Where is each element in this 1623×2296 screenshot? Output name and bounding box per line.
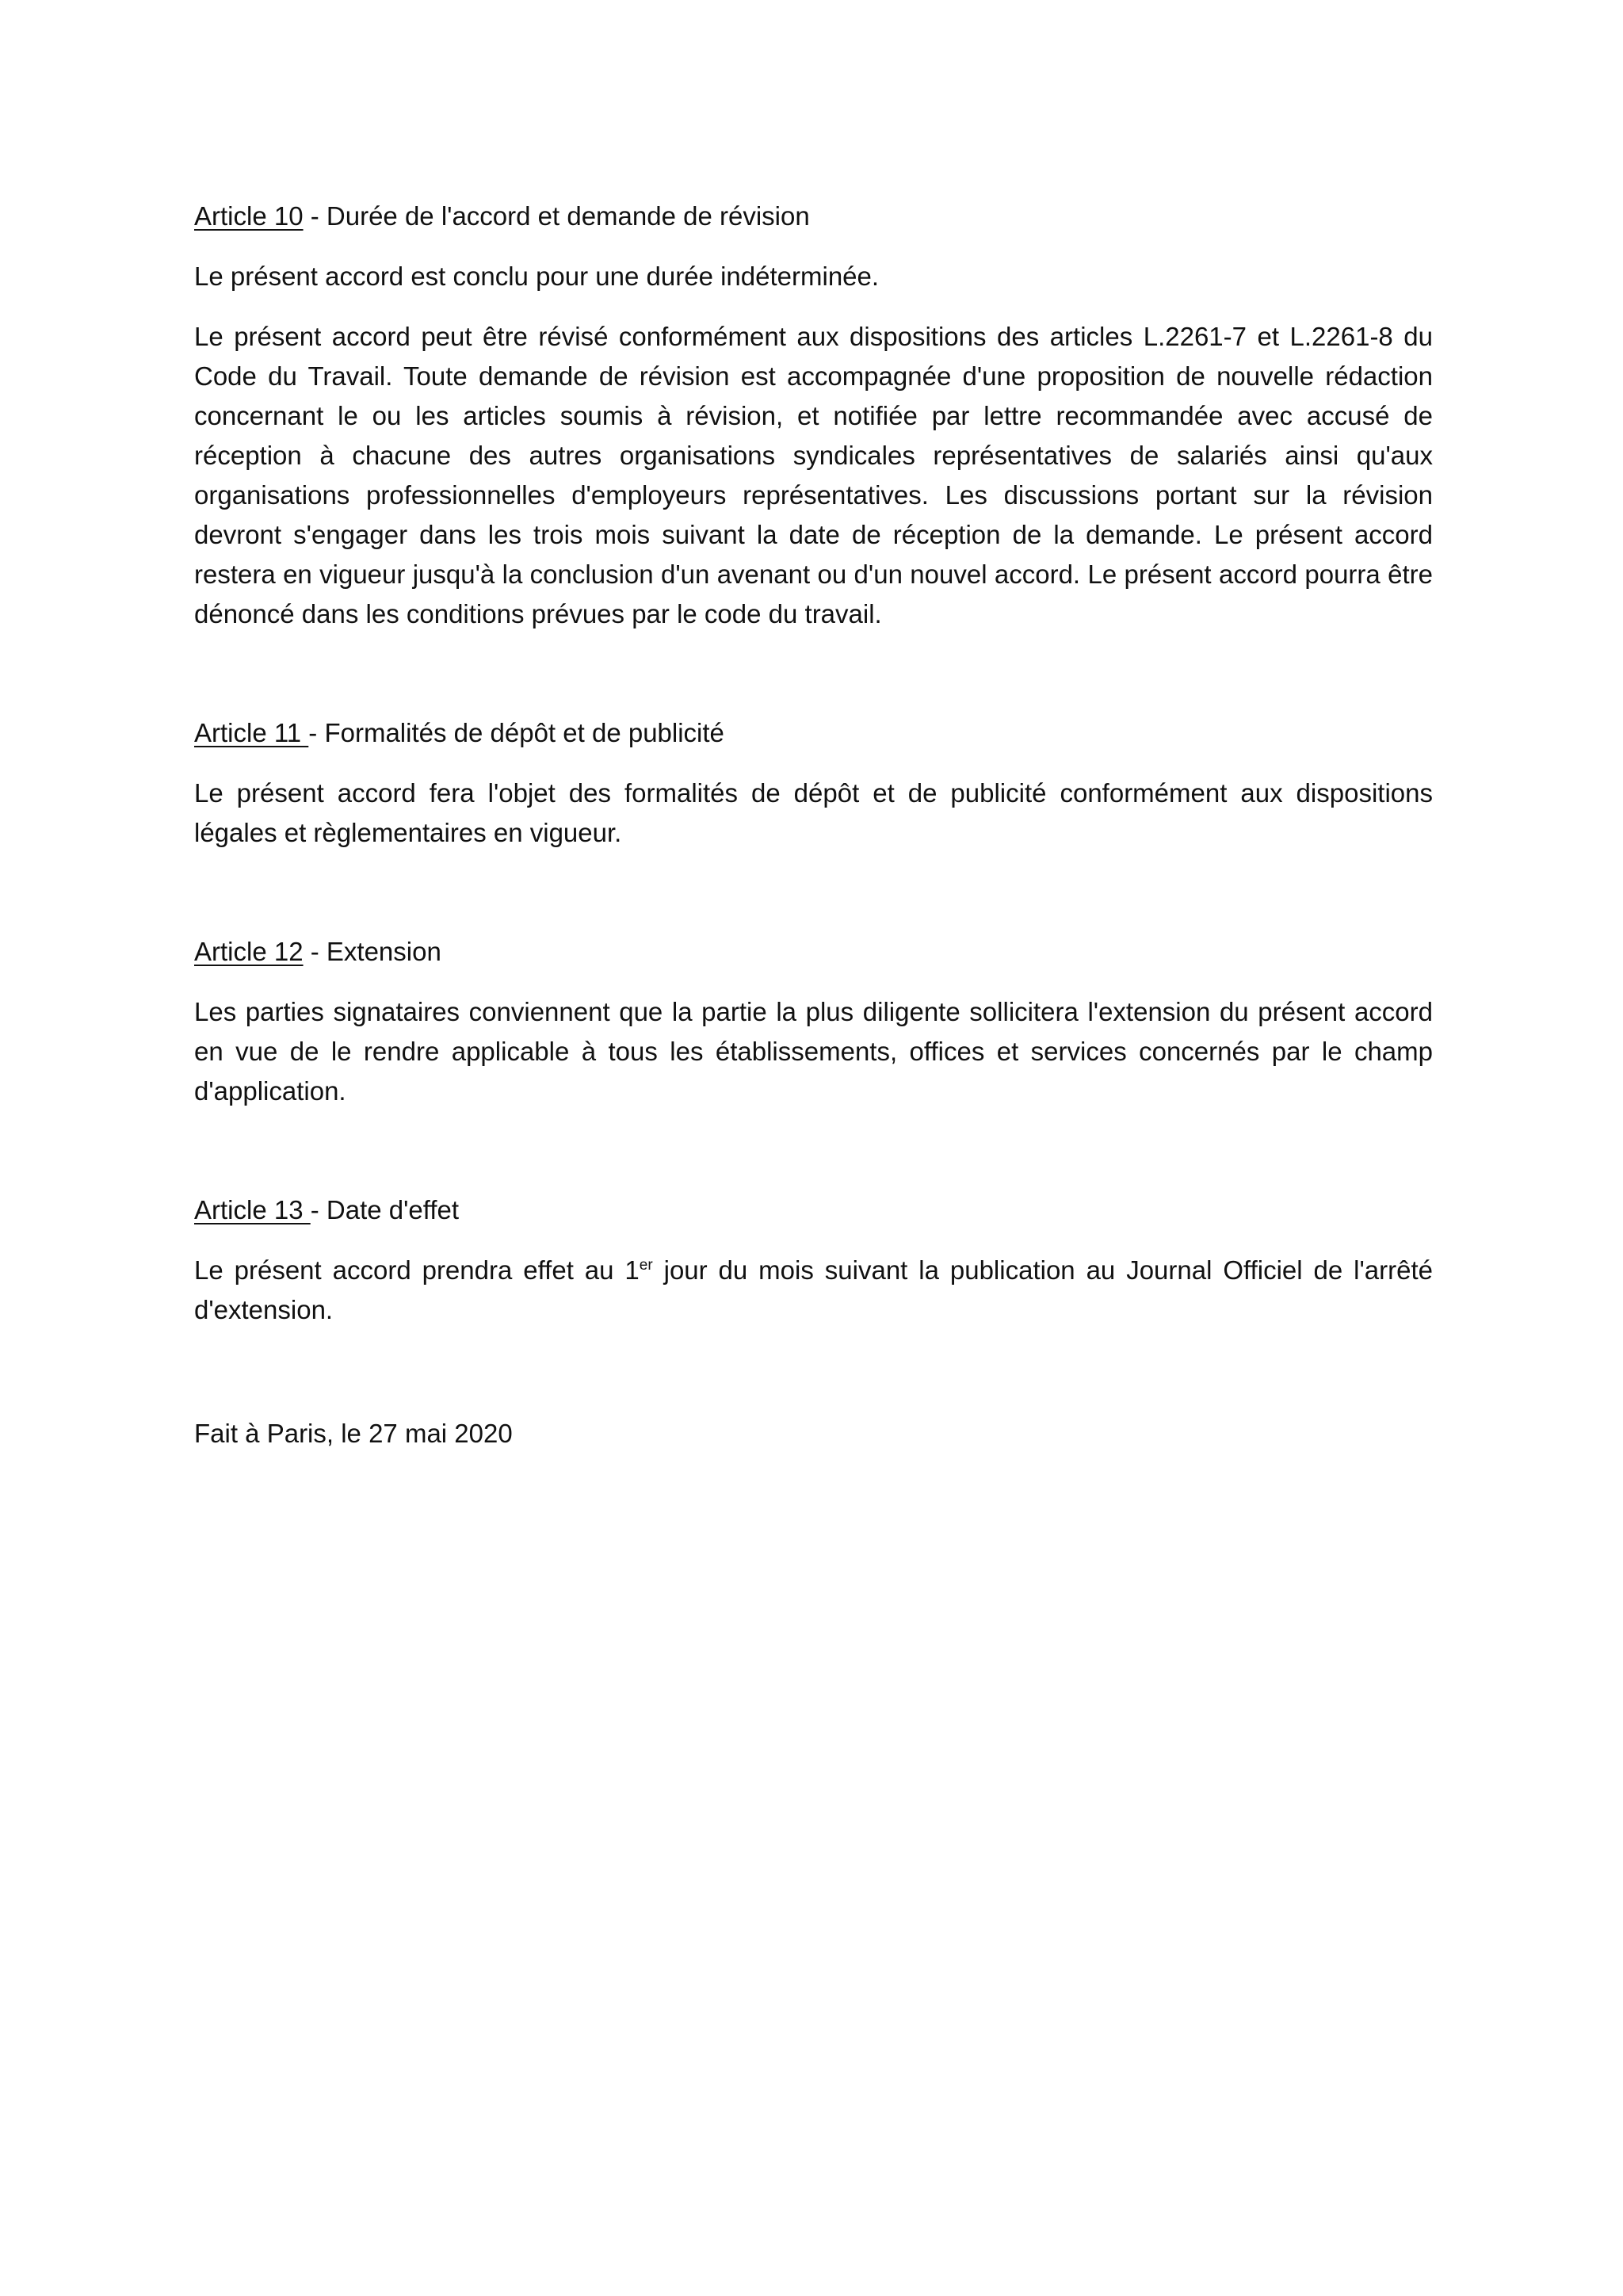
article-10-separator: - bbox=[303, 201, 327, 231]
article-13-text-after: jour du mois suivant la publication au Journal Officiel de l'arrêté d'extension. bbox=[194, 1255, 1433, 1324]
article-10-heading bbox=[194, 197, 1433, 236]
article-11-title: Formalités de dépôt et de publicité bbox=[324, 718, 724, 747]
article-11-heading bbox=[194, 713, 1433, 753]
signature-place-date: Fait à Paris, le 27 mai 2020 bbox=[194, 1419, 513, 1448]
article-12 bbox=[194, 932, 1433, 1111]
article-11 bbox=[194, 713, 1433, 853]
article-13-paragraph-1 bbox=[194, 1251, 1433, 1330]
article-10-paragraph-1: Le présent accord est conclu pour une durée indéterminée. bbox=[194, 262, 880, 291]
ordinal-superscript: er bbox=[639, 1257, 653, 1274]
article-12-title: Extension bbox=[326, 937, 441, 966]
article-13-title: Date d'effet bbox=[326, 1195, 460, 1224]
article-10-paragraph-2: Le présent accord peut être révisé conformément aux dispositions des articles L.2261-7 et L.2261-8 du Code du Travail. Toute demande de révision est accompagnée d'une proposition de nouvelle rédaction concernant le ou les articles soumis à révision, et notifiée par lettre recommandée avec accusé de réception à chacune des autres organisations syndicales représentatives de salariés ainsi qu'aux organisations professionnelles d'employeurs représentatives. Les discussions portant sur la révision devront s'engager dans les trois mois suivant la date de réception de la demande. Le présent accord restera en vigueur jusqu'à la conclusion d'un avenant ou d'un nouvel accord. Le présent accord pourra être dénoncé dans les conditions prévues par le code du travail. bbox=[194, 322, 1433, 628]
article-11-paragraph-1: Le présent accord fera l'objet des formalités de dépôt et de publicité conformément aux dispositions légales et règlementaires en vigueur. bbox=[194, 778, 1433, 847]
document-body bbox=[194, 197, 1433, 1454]
article-13 bbox=[194, 1190, 1433, 1330]
article-13-text-before: Le présent accord prendra effet au 1 bbox=[194, 1255, 640, 1285]
article-12-paragraph-1: Les parties signataires conviennent que la partie la plus diligente sollicitera l'extension du présent accord en vue de le rendre applicable à tous les établissements, offices et services concernés par le champ d'application. bbox=[194, 997, 1433, 1106]
article-10-label: Article 10 bbox=[194, 201, 304, 231]
article-12-separator: - bbox=[303, 937, 327, 966]
article-10 bbox=[194, 197, 1433, 634]
article-13-label: Article 13 bbox=[194, 1195, 311, 1224]
article-11-label: Article 11 bbox=[194, 718, 309, 747]
article-13-separator: - bbox=[310, 1195, 327, 1224]
article-11-separator: - bbox=[308, 718, 325, 747]
article-12-heading bbox=[194, 932, 1433, 972]
article-10-title: Durée de l'accord et demande de révision bbox=[326, 201, 810, 231]
article-12-label: Article 12 bbox=[194, 937, 304, 966]
article-13-heading bbox=[194, 1190, 1433, 1230]
